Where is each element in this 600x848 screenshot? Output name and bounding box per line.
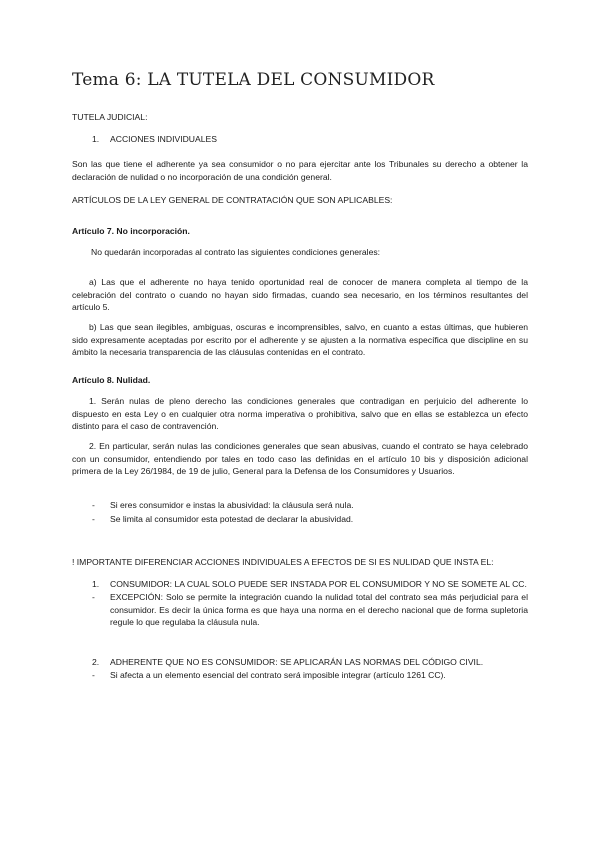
intro-paragraph: Son las que tiene el adherente ya sea consumidor o no para ejercitar ante los Tribunales su derecho a obtener la declaración de nulidad o no incorporación de una condición general. xyxy=(72,159,528,182)
importante-heading: ! IMPORTANTE DIFERENCIAR ACCIONES INDIVIDUALES A EFECTOS DE SI ES NULIDAD QUE INSTA EL: xyxy=(72,557,494,567)
bullet-dash: - xyxy=(92,514,95,524)
subheading-acciones: ACCIONES INDIVIDUALES xyxy=(110,134,217,144)
art8-point-2: 2. En particular, serán nulas las condiciones generales que sean abusivas, cuando el contrato se haya celebrado con un consumidor, entendiendo por tales en todo caso las definidas en el artículo 10 bis y disposición adicional primera de la Ley 26/1984, de 19 de julio, General para la Defensa de los Consumidores y Usuarios. xyxy=(72,441,528,477)
bullet-item-consumidor: Si eres consumidor e instas la abusividad: la cláusula será nula. xyxy=(110,500,354,510)
list-number: 1. xyxy=(92,134,100,144)
item-elemento-esencial: Si afecta a un elemento esencial del contrato será imposible integrar (artículo 1261 CC). xyxy=(110,670,446,680)
art7-heading: Artículo 7. No incorporación. xyxy=(72,226,190,236)
list-number: 2. xyxy=(92,657,100,667)
page-title: Tema 6: LA TUTELA DEL CONSUMIDOR xyxy=(72,70,435,90)
item-consumidor: CONSUMIDOR: LA CUAL SOLO PUEDE SER INSTADA POR EL CONSUMIDOR Y NO SE SOMETE AL CC. xyxy=(110,579,527,589)
articulos-heading: ARTÍCULOS DE LA LEY GENERAL DE CONTRATACIÓN QUE SON APLICABLES: xyxy=(72,195,393,205)
bullet-item-potestad: Se limita al consumidor esta potestad de declarar la abusividad. xyxy=(110,514,354,524)
bullet-dash: - xyxy=(92,592,95,602)
art7-point-a: a) Las que el adherente no haya tenido oportunidad real de conocer de manera completa al tiempo de la celebración del contrato o cuando no hayan sido firmadas, cuando sea necesario, en los términos resultantes del artículo 5. xyxy=(72,277,528,313)
bullet-dash: - xyxy=(92,670,95,680)
item-excepcion: EXCEPCIÓN: Solo se permite la integración cuando la nulidad total del contrato sea más perjudicial para el consumidor. Es decir la única forma es que haya una norma en el derecho nacional que de forma supletoria regule lo que regulaba la cláusula nula. xyxy=(110,592,528,628)
section-heading-tutela: TUTELA JUDICIAL: xyxy=(72,112,148,122)
art8-heading: Artículo 8. Nulidad. xyxy=(72,375,151,385)
list-number: 1. xyxy=(92,579,100,589)
art7-lead: No quedarán incorporadas al contrato las siguientes condiciones generales: xyxy=(91,247,381,257)
art7-point-b: b) Las que sean ilegibles, ambiguas, oscuras e incomprensibles, salvo, en cuanto a estas últimas, que hubieren sido expresamente aceptadas por escrito por el adherente y se ajusten a la normativa específica que discipline en su ámbito la necesaria transparencia de las cláusulas contenidas en el contrato. xyxy=(72,322,528,358)
art8-point-1: 1. Serán nulas de pleno derecho las condiciones generales que contradigan en perjuicio del adherente lo dispuesto en esta Ley o en cualquier otra norma imperativa o prohibitiva, salvo que en ellas se establezca un efecto distinto para el caso de contravención. xyxy=(72,396,528,432)
item-adherente: ADHERENTE QUE NO ES CONSUMIDOR: SE APLICARÁN LAS NORMAS DEL CÓDIGO CIVIL. xyxy=(110,657,484,667)
bullet-dash: - xyxy=(92,500,95,510)
